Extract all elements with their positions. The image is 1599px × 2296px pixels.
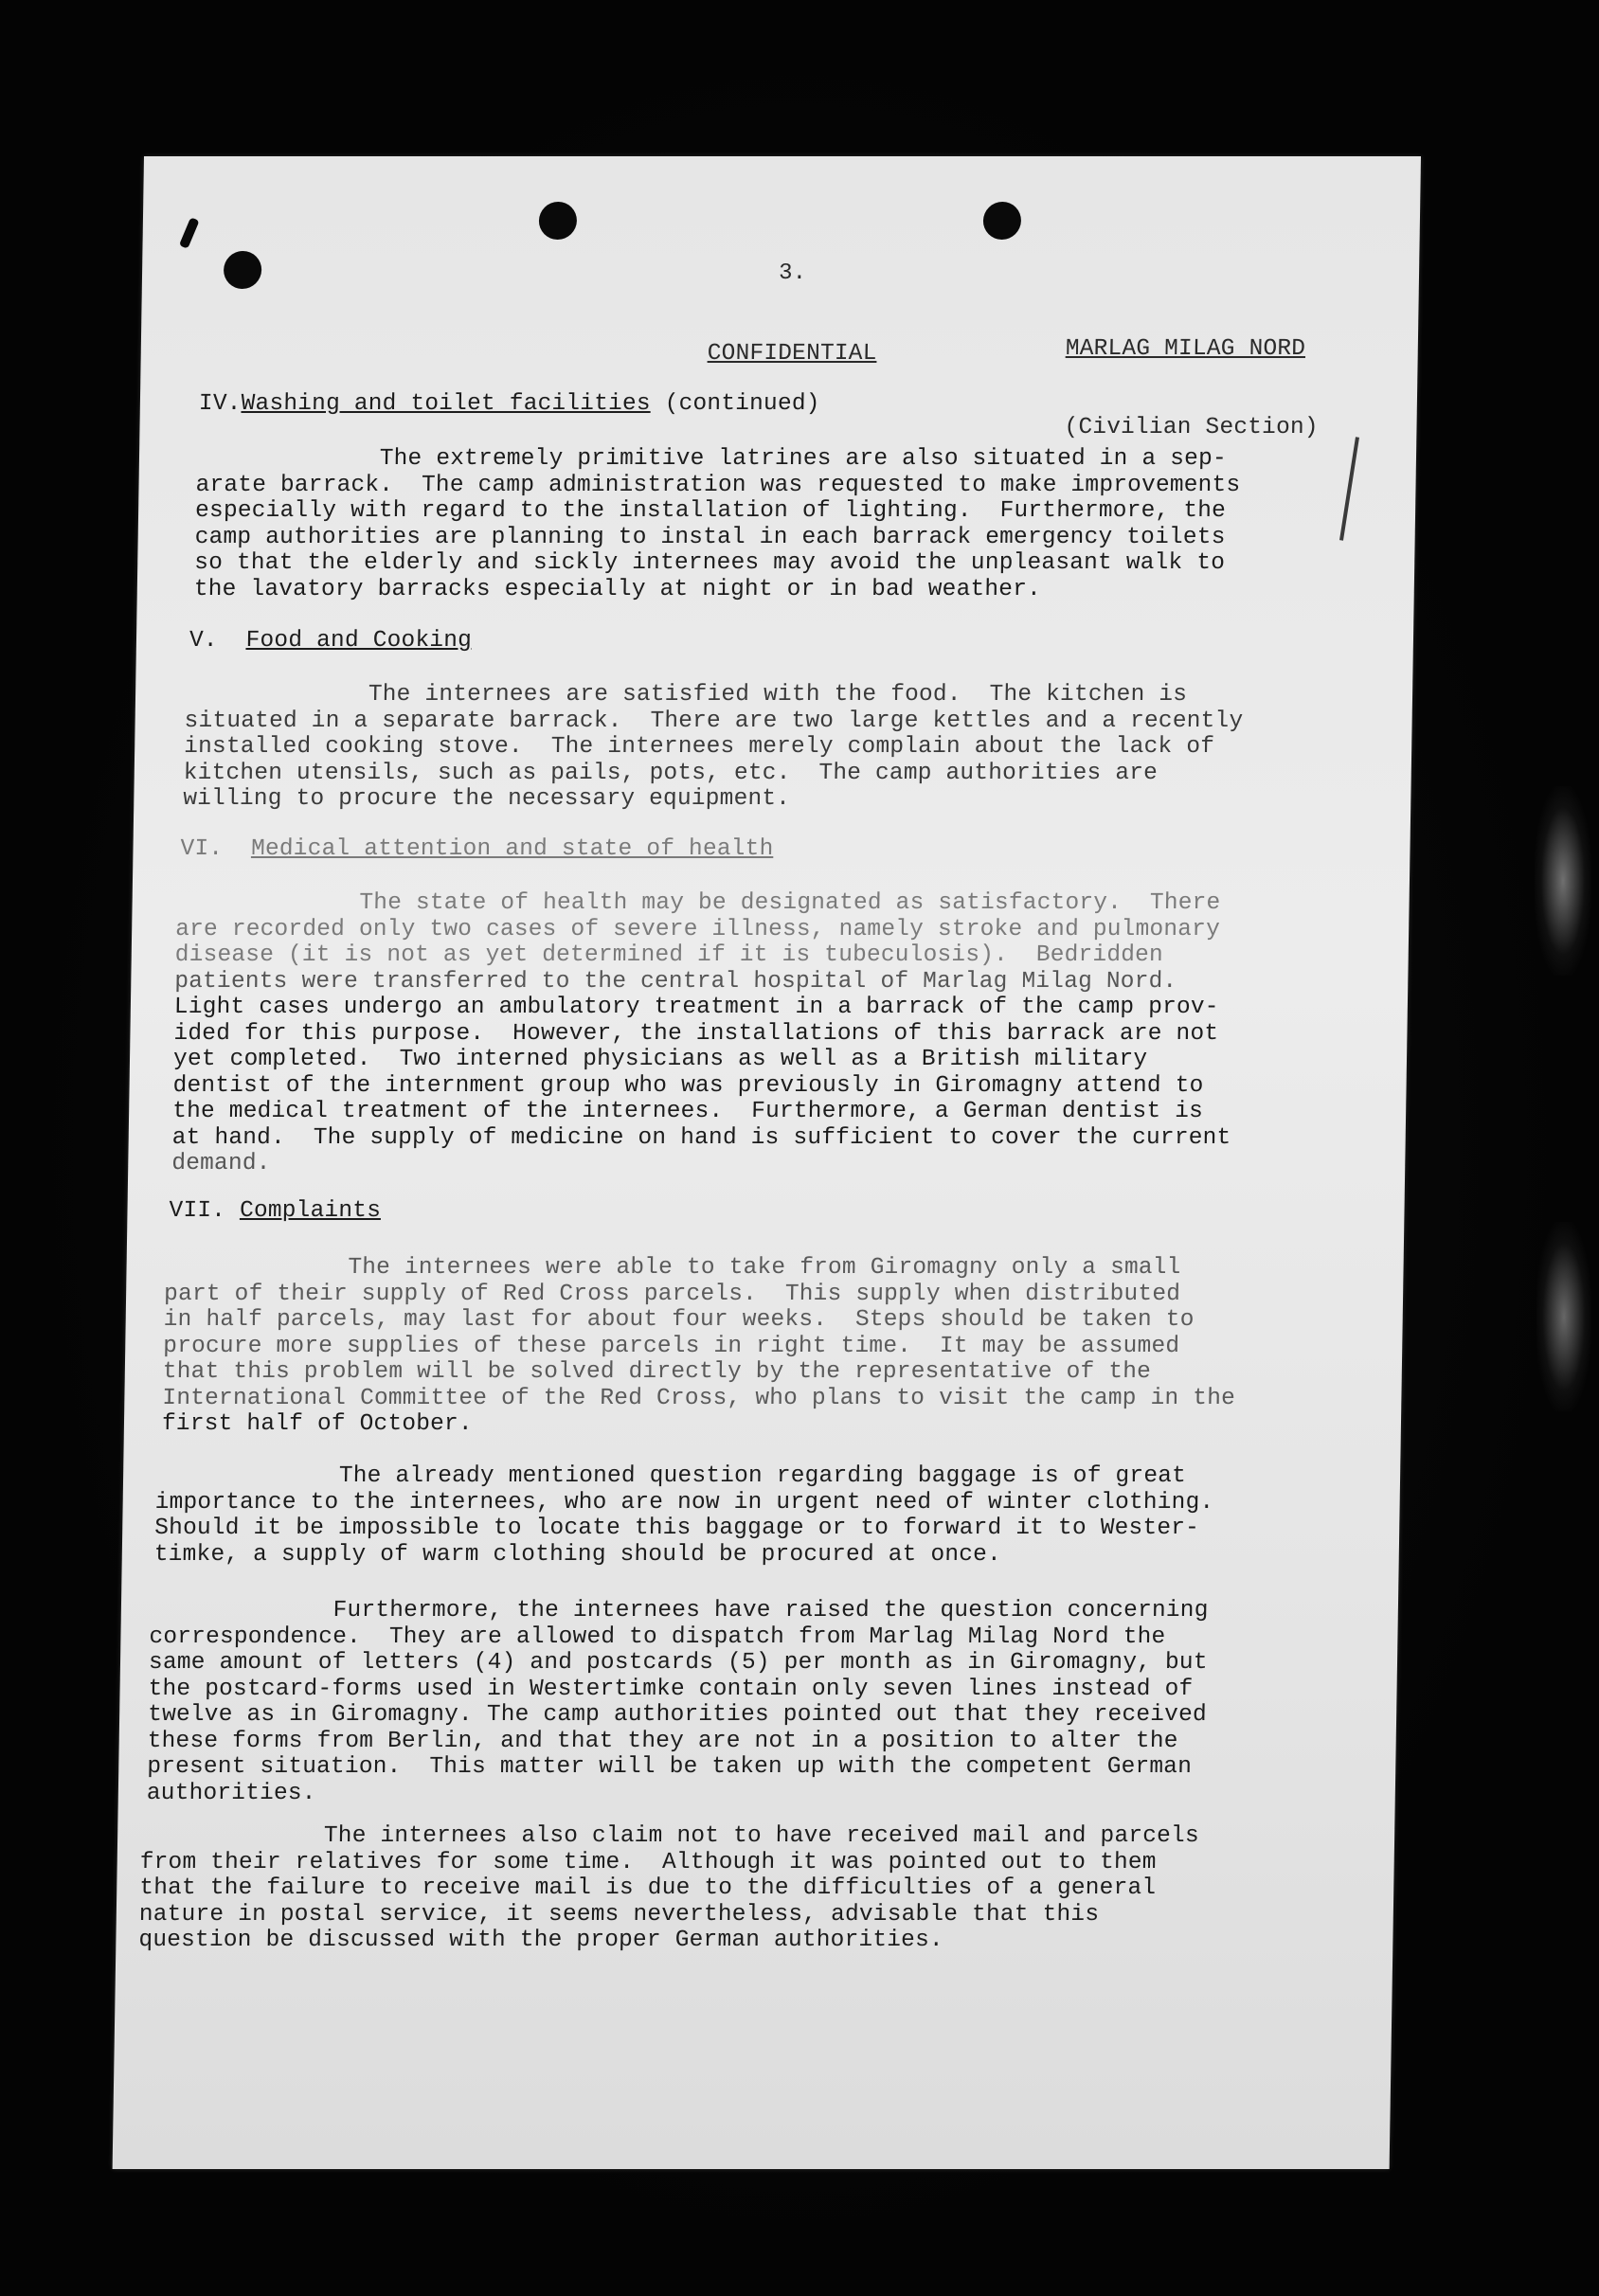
text-line: The already mentioned question regarding baggage is of great [154, 1463, 1187, 1489]
punch-hole [539, 202, 578, 240]
text-line: The internees also claim not to have received mail and parcels [139, 1823, 1200, 1849]
text-line: are recorded only two cases of severe illness, namely stroke and pulmonary [174, 916, 1221, 942]
paragraph [171, 890, 1234, 1177]
text-line: that this problem will be solved directly by the representative of the [162, 1359, 1152, 1385]
paragraph [183, 682, 1244, 813]
text-line: kitchen utensils, such as pails, pots, etc. The camp authorities are [183, 760, 1159, 786]
text-line: question be discussed with the proper German authorities. [138, 1928, 944, 1953]
text-line: the medical treatment of the internees. Furthermore, a German dentist is [171, 1099, 1204, 1124]
text-line: Light cases undergo an ambulatory treatment in a barrack of the camp prov- [173, 995, 1219, 1020]
text-line: authorities. [146, 1780, 316, 1806]
text-line: The extremely primitive latrines are also situated in a sep- [195, 446, 1228, 472]
margin-pencil-mark [1339, 437, 1359, 540]
section-title: Washing and toilet facilities [241, 391, 651, 417]
text-line: procure more supplies of these parcels in right time. It may be assumed [163, 1333, 1180, 1359]
text-line: dentist of the internment group who was previously in Giromagny attend to [172, 1072, 1204, 1099]
text-line: so that the elderly and sickly internees may avoid the unpleasant walk to [194, 550, 1226, 576]
classification-label: CONFIDENTIAL [707, 341, 877, 367]
section-heading [169, 1198, 381, 1225]
text-line: nature in postal service, it seems nevertheless, advisable that this [138, 1901, 1100, 1928]
text-line: that the failure to receive mail is due to the difficulties of a general [139, 1875, 1157, 1901]
paragraph [147, 1598, 1209, 1806]
section-title-suffix: (continued) [650, 391, 820, 417]
text-line: willing to procure the necessary equipment. [183, 786, 791, 812]
page-number: 3. [778, 260, 807, 286]
section-title: Complaints [239, 1198, 382, 1224]
section-number: VI. [180, 836, 224, 862]
text-line: timke, a supply of warm clothing should be procured at once. [153, 1541, 1002, 1568]
section-label: (Civilian Section) [1064, 414, 1319, 440]
text-line: The internees are satisfied with the food. The kitchen is [184, 682, 1188, 708]
document-page [113, 156, 1421, 2169]
film-glare [1535, 786, 1591, 976]
text-line: the postcard-forms used in Westertimke contain only seven lines instead of [148, 1676, 1194, 1702]
text-line: same amount of letters (4) and postcards (5) per month as in Giromagny, but [148, 1650, 1208, 1676]
text-line: present situation. This matter will be taken up with the competent German [147, 1754, 1193, 1780]
punch-hole [224, 251, 262, 289]
text-line: part of their supply of Red Cross parcels. This supply when distributed [163, 1281, 1181, 1307]
paragraph [138, 1823, 1199, 1954]
section-heading [180, 836, 773, 863]
text-line: first half of October. [161, 1411, 474, 1437]
section-number: VII. [169, 1198, 226, 1224]
text-line: The state of health may be designated as satisfactory. There [175, 890, 1221, 916]
text-line: twelve as in Giromagny. The camp authorities pointed out that they received [147, 1702, 1208, 1728]
text-line: ided for this purpose. However, the installations of this barrack are not [173, 1020, 1219, 1047]
film-glare [1536, 1222, 1591, 1411]
text-line: especially with regard to the installation of lighting. Furthermore, the [194, 498, 1227, 524]
text-line: these forms from Berlin, and that they are not in a position to alter the [147, 1728, 1178, 1754]
text-line: yet completed. Two interned physicians as well as a British military [172, 1047, 1148, 1072]
section-heading [189, 628, 473, 655]
text-line: camp authorities are planning to instal in each barrack emergency toilets [194, 524, 1226, 550]
text-line: in half parcels, may last for about four weeks. Steps should be taken to [163, 1307, 1195, 1333]
text-line: correspondence. They are allowed to dispatch from Marlag Milag Nord the [149, 1623, 1166, 1650]
text-line: at hand. The supply of medicine on hand is sufficient to cover the current [171, 1124, 1231, 1151]
paragraph [154, 1463, 1214, 1568]
text-line: disease (it is not as yet determined if it is tubeculosis). Bedridden [174, 942, 1164, 968]
text-line: Should it be impossible to locate this baggage or to forward it to Wester- [154, 1516, 1200, 1541]
section-title: Food and Cooking [245, 628, 473, 654]
text-line: situated in a separate barrack. There are two large kettles and a recently [184, 708, 1244, 734]
paragraph [162, 1255, 1238, 1438]
section-title: Medical attention and state of health [250, 836, 774, 862]
text-line: arate barrack. The camp administration was requested to make improvements [195, 472, 1241, 498]
camp-name: MARLAG MILAG NORD [1065, 336, 1306, 362]
text-line: from their relatives for some time. Although it was pointed out to them [139, 1849, 1157, 1875]
text-line: demand. [171, 1151, 271, 1176]
text-line: importance to the internees, who are now in urgent need of winter clothing. [154, 1489, 1214, 1516]
ink-mark [179, 217, 200, 248]
text-line: the lavatory barracks especially at night or in bad weather. [193, 576, 1042, 602]
text-line: Furthermore, the internees have raised the question concerning [149, 1598, 1209, 1623]
text-line: installed cooking stove. The internees merely complain about the lack of [183, 734, 1215, 760]
section-number: V. [189, 628, 218, 654]
text-line: The internees were able to take from Giromagny only a small [164, 1255, 1181, 1281]
text-line: International Committee of the Red Cross, who plans to visit the camp in the [162, 1385, 1236, 1411]
punch-hole [983, 202, 1022, 240]
paragraph [194, 446, 1241, 602]
text-line: patients were transferred to the central hospital of Marlag Milag Nord. [174, 968, 1177, 995]
section-number: IV. [198, 391, 242, 417]
section-heading [199, 391, 820, 418]
